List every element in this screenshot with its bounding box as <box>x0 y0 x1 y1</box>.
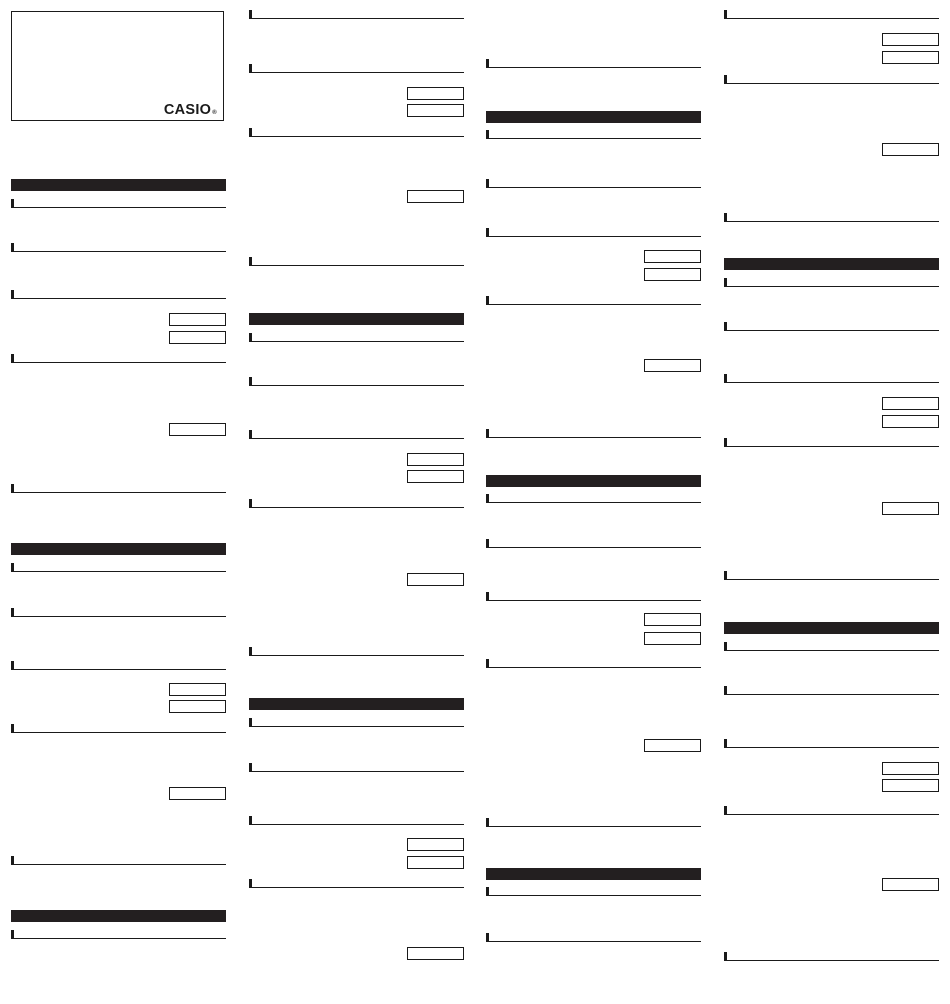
subsection-rule <box>724 747 939 748</box>
subsection-rule <box>486 600 701 601</box>
subsection-rule <box>724 286 939 287</box>
display-box <box>169 423 226 436</box>
subsection-rule <box>486 667 701 668</box>
subsection-rule <box>11 616 226 617</box>
display-box <box>169 683 226 696</box>
display-box <box>644 632 701 645</box>
subsection-marker <box>486 130 489 139</box>
section-header-bar <box>486 868 701 880</box>
subsection-marker <box>486 659 489 668</box>
subsection-rule <box>249 824 464 825</box>
display-box <box>169 331 226 344</box>
display-box <box>882 762 939 775</box>
subsection-rule <box>249 655 464 656</box>
subsection-rule <box>724 650 939 651</box>
section-header-bar <box>11 543 226 555</box>
cover-panel <box>11 11 224 121</box>
subsection-marker <box>724 374 727 383</box>
display-box <box>882 415 939 428</box>
display-box <box>407 104 464 117</box>
subsection-rule <box>486 895 701 896</box>
display-box <box>169 700 226 713</box>
subsection-marker <box>724 213 727 222</box>
subsection-rule <box>486 187 701 188</box>
section-header-bar <box>724 258 939 270</box>
subsection-marker <box>724 322 727 331</box>
subsection-marker <box>11 484 14 493</box>
section-header-bar <box>249 698 464 710</box>
subsection-marker <box>249 718 252 727</box>
subsection-marker <box>486 933 489 942</box>
subsection-marker <box>11 930 14 939</box>
subsection-rule <box>249 887 464 888</box>
brand-name: CASIO <box>163 101 212 118</box>
subsection-marker <box>724 806 727 815</box>
subsection-marker <box>249 763 252 772</box>
subsection-marker <box>11 563 14 572</box>
subsection-marker <box>486 228 489 237</box>
subsection-rule <box>249 18 464 19</box>
subsection-rule <box>486 437 701 438</box>
subsection-marker <box>249 64 252 73</box>
display-box <box>407 470 464 483</box>
subsection-rule <box>724 694 939 695</box>
subsection-rule <box>249 507 464 508</box>
subsection-rule <box>486 502 701 503</box>
subsection-marker <box>249 128 252 137</box>
subsection-rule <box>486 67 701 68</box>
display-box <box>644 739 701 752</box>
display-box <box>644 613 701 626</box>
section-header-bar <box>724 622 939 634</box>
subsection-rule <box>724 814 939 815</box>
subsection-rule <box>724 579 939 580</box>
subsection-marker <box>11 608 14 617</box>
display-box <box>407 87 464 100</box>
subsection-marker <box>486 494 489 503</box>
subsection-rule <box>11 207 226 208</box>
display-box <box>407 947 464 960</box>
section-header-bar <box>486 475 701 487</box>
section-header-bar <box>11 179 226 191</box>
display-box <box>169 787 226 800</box>
subsection-rule <box>249 726 464 727</box>
display-box <box>644 250 701 263</box>
subsection-marker <box>249 816 252 825</box>
subsection-rule <box>486 304 701 305</box>
subsection-marker <box>486 887 489 896</box>
subsection-marker <box>486 592 489 601</box>
subsection-marker <box>11 243 14 252</box>
subsection-marker <box>249 377 252 386</box>
display-box <box>407 856 464 869</box>
display-box <box>882 878 939 891</box>
display-box <box>882 143 939 156</box>
subsection-marker <box>724 739 727 748</box>
subsection-marker <box>11 354 14 363</box>
subsection-marker <box>724 438 727 447</box>
display-box <box>407 190 464 203</box>
subsection-rule <box>249 771 464 772</box>
display-box <box>644 359 701 372</box>
subsection-rule <box>724 382 939 383</box>
subsection-rule <box>11 732 226 733</box>
subsection-marker <box>249 499 252 508</box>
subsection-rule <box>11 864 226 865</box>
subsection-marker <box>11 199 14 208</box>
subsection-rule <box>11 298 226 299</box>
subsection-marker <box>724 952 727 961</box>
trademark-mark: ® <box>212 109 217 116</box>
subsection-rule <box>486 236 701 237</box>
display-box <box>882 502 939 515</box>
subsection-marker <box>486 296 489 305</box>
subsection-marker <box>249 10 252 19</box>
display-box <box>882 397 939 410</box>
subsection-marker <box>11 661 14 670</box>
subsection-marker <box>11 856 14 865</box>
subsection-marker <box>249 879 252 888</box>
subsection-rule <box>724 960 939 961</box>
subsection-marker <box>486 429 489 438</box>
subsection-marker <box>11 290 14 299</box>
subsection-rule <box>486 941 701 942</box>
subsection-rule <box>486 826 701 827</box>
subsection-marker <box>486 818 489 827</box>
subsection-rule <box>724 18 939 19</box>
section-header-bar <box>249 313 464 325</box>
subsection-rule <box>724 221 939 222</box>
subsection-marker <box>11 724 14 733</box>
subsection-rule <box>11 669 226 670</box>
subsection-rule <box>249 385 464 386</box>
subsection-rule <box>486 138 701 139</box>
section-header-bar <box>11 910 226 922</box>
subsection-marker <box>249 257 252 266</box>
subsection-rule <box>724 330 939 331</box>
display-box <box>169 313 226 326</box>
subsection-rule <box>11 492 226 493</box>
display-box <box>882 779 939 792</box>
subsection-marker <box>724 10 727 19</box>
casio-logo <box>164 103 217 118</box>
subsection-rule <box>11 251 226 252</box>
subsection-marker <box>724 686 727 695</box>
subsection-marker <box>249 430 252 439</box>
section-header-bar <box>486 111 701 123</box>
subsection-rule <box>486 547 701 548</box>
subsection-rule <box>11 938 226 939</box>
subsection-marker <box>724 278 727 287</box>
subsection-marker <box>486 539 489 548</box>
subsection-rule <box>11 362 226 363</box>
subsection-rule <box>249 265 464 266</box>
subsection-rule <box>249 438 464 439</box>
display-box <box>407 838 464 851</box>
subsection-marker <box>724 75 727 84</box>
display-box <box>644 268 701 281</box>
display-box <box>407 453 464 466</box>
subsection-rule <box>11 571 226 572</box>
display-box <box>407 573 464 586</box>
subsection-marker <box>249 333 252 342</box>
subsection-marker <box>486 179 489 188</box>
subsection-marker <box>486 59 489 68</box>
display-box <box>882 33 939 46</box>
subsection-marker <box>724 571 727 580</box>
subsection-rule <box>249 72 464 73</box>
subsection-rule <box>724 446 939 447</box>
display-box <box>882 51 939 64</box>
subsection-rule <box>724 83 939 84</box>
subsection-rule <box>249 136 464 137</box>
subsection-rule <box>249 341 464 342</box>
subsection-marker <box>249 647 252 656</box>
subsection-marker <box>724 642 727 651</box>
